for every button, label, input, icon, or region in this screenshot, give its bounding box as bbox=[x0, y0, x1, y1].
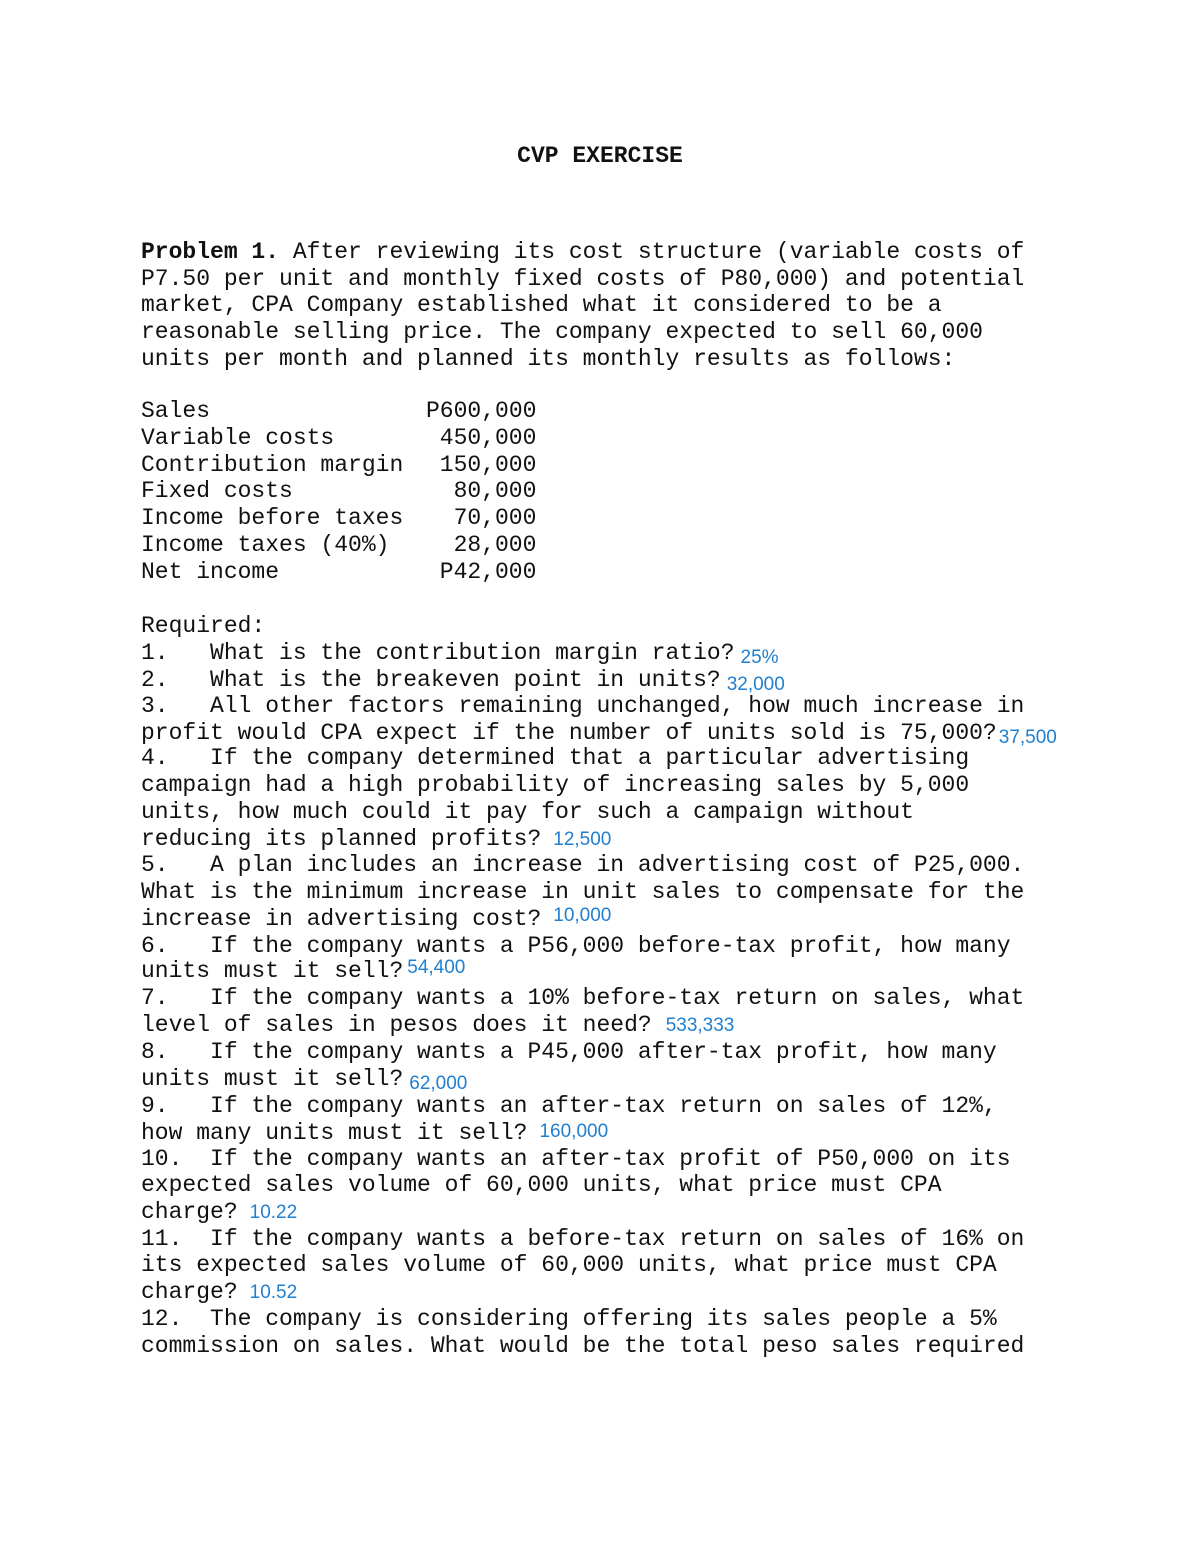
question-text: increase in advertising cost? bbox=[141, 906, 542, 932]
question-5-line-1: 5. A plan includes an increase in advertising cost of P25,000. bbox=[141, 852, 1025, 878]
problem-intro-text: After reviewing its cost structure (variable costs of bbox=[279, 239, 1025, 265]
question-11-line-2: its expected sales volume of 60,000 units, what price must CPA bbox=[141, 1252, 997, 1278]
question-text: units must it sell? bbox=[141, 958, 404, 984]
question-6-line-1: 6. If the company wants a P56,000 before-tax profit, how many bbox=[141, 933, 1011, 959]
question-9-line-2 bbox=[141, 1120, 608, 1147]
question-7-line-2 bbox=[141, 1012, 734, 1039]
question-text: 2. What is the breakeven point in units? bbox=[141, 667, 721, 693]
question-2 bbox=[141, 667, 785, 694]
problem-label: Problem 1. bbox=[141, 239, 280, 265]
row-amount: P600,000 bbox=[426, 398, 537, 424]
question-text: level of sales in pesos does it need? bbox=[141, 1012, 652, 1038]
question-4-line-2: campaign had a high probability of increasing sales by 5,000 bbox=[141, 772, 970, 798]
income-statement-table bbox=[141, 398, 536, 586]
question-4-line-3: units, how much could it pay for such a campaign without bbox=[141, 799, 914, 825]
row-amount: 150,000 bbox=[439, 451, 537, 478]
question-11-line-3 bbox=[141, 1279, 297, 1306]
row-label: Contribution margin bbox=[141, 451, 404, 478]
question-3-line-1: 3. All other factors remaining unchanged, how much increase in bbox=[141, 693, 1025, 719]
question-text: reducing its planned profits? bbox=[141, 826, 542, 852]
answer-4: 12,500 bbox=[553, 829, 612, 850]
question-5-line-3 bbox=[141, 906, 611, 933]
answer-9: 160,000 bbox=[539, 1121, 609, 1142]
problem-intro-line-3: market, CPA Company established what it considered to be a bbox=[141, 292, 942, 318]
required-heading: Required: bbox=[141, 613, 266, 639]
question-text: 1. What is the contribution margin ratio? bbox=[141, 640, 735, 666]
question-4-line-1: 4. If the company determined that a particular advertising bbox=[141, 745, 970, 771]
answer-3: 37,500 bbox=[998, 727, 1057, 748]
answer-7: 533,333 bbox=[665, 1015, 735, 1036]
answer-1: 25% bbox=[740, 647, 779, 668]
question-4-line-4 bbox=[141, 826, 611, 853]
table-row bbox=[141, 425, 536, 452]
problem-intro-line-5: units per month and planned its monthly results as follows: bbox=[141, 346, 956, 372]
question-10-line-1: 10. If the company wants an after-tax profit of P50,000 on its bbox=[141, 1146, 1011, 1172]
question-3-line-2 bbox=[141, 720, 1057, 747]
question-text: how many units must it sell? bbox=[141, 1120, 528, 1146]
question-6-line-2 bbox=[141, 958, 465, 985]
row-label: Net income bbox=[141, 558, 280, 585]
table-row bbox=[141, 559, 536, 586]
question-8-line-1: 8. If the company wants a P45,000 after-tax profit, how many bbox=[141, 1039, 997, 1065]
row-label: Fixed costs bbox=[141, 478, 293, 505]
table-row bbox=[141, 505, 536, 532]
question-12-line-1: 12. The company is considering offering its sales people a 5% bbox=[141, 1306, 997, 1332]
question-text: units must it sell? bbox=[141, 1066, 404, 1092]
question-10-line-2: expected sales volume of 60,000 units, what price must CPA bbox=[141, 1172, 942, 1198]
answer-2: 32,000 bbox=[726, 674, 785, 695]
question-1 bbox=[141, 640, 779, 667]
row-label: Variable costs bbox=[141, 424, 335, 451]
answer-5: 10,000 bbox=[553, 905, 612, 926]
row-amount: 80,000 bbox=[453, 478, 537, 505]
table-row bbox=[141, 452, 536, 479]
table-row bbox=[141, 398, 536, 425]
question-10-line-3 bbox=[141, 1199, 297, 1226]
table-row bbox=[141, 478, 536, 505]
question-11-line-1: 11. If the company wants a before-tax return on sales of 16% on bbox=[141, 1226, 1025, 1252]
answer-6: 54,400 bbox=[407, 957, 466, 978]
table-row bbox=[141, 532, 536, 559]
answer-11: 10.52 bbox=[249, 1282, 298, 1303]
answer-8: 62,000 bbox=[409, 1073, 468, 1094]
question-text: charge? bbox=[141, 1199, 238, 1225]
question-7-line-1: 7. If the company wants a 10% before-tax return on sales, what bbox=[141, 985, 1025, 1011]
answer-10: 10.22 bbox=[249, 1202, 298, 1223]
question-9-line-1: 9. If the company wants an after-tax return on sales of 12%, bbox=[141, 1093, 997, 1119]
question-5-line-2: What is the minimum increase in unit sales to compensate for the bbox=[141, 879, 1025, 905]
question-12-line-2: commission on sales. What would be the total peso sales required bbox=[141, 1333, 1025, 1359]
question-text: profit would CPA expect if the number of units sold is 75,000? bbox=[141, 720, 997, 746]
row-amount: 70,000 bbox=[453, 505, 537, 532]
row-amount: 28,000 bbox=[453, 531, 537, 558]
problem-intro-line-4: reasonable selling price. The company expected to sell 60,000 bbox=[141, 319, 983, 345]
row-amount: 450,000 bbox=[439, 424, 537, 451]
row-label: Income before taxes bbox=[141, 505, 404, 532]
problem-intro-line-2: P7.50 per unit and monthly fixed costs of P80,000) and potential bbox=[141, 266, 1025, 292]
row-label: Income taxes (40%) bbox=[141, 531, 390, 558]
question-8-line-2 bbox=[141, 1066, 467, 1093]
problem-intro-line-1 bbox=[141, 239, 1024, 266]
question-text: charge? bbox=[141, 1279, 238, 1305]
page-title: CVP EXERCISE bbox=[517, 143, 683, 169]
row-label: Sales bbox=[141, 398, 211, 424]
row-amount: P42,000 bbox=[439, 558, 537, 585]
